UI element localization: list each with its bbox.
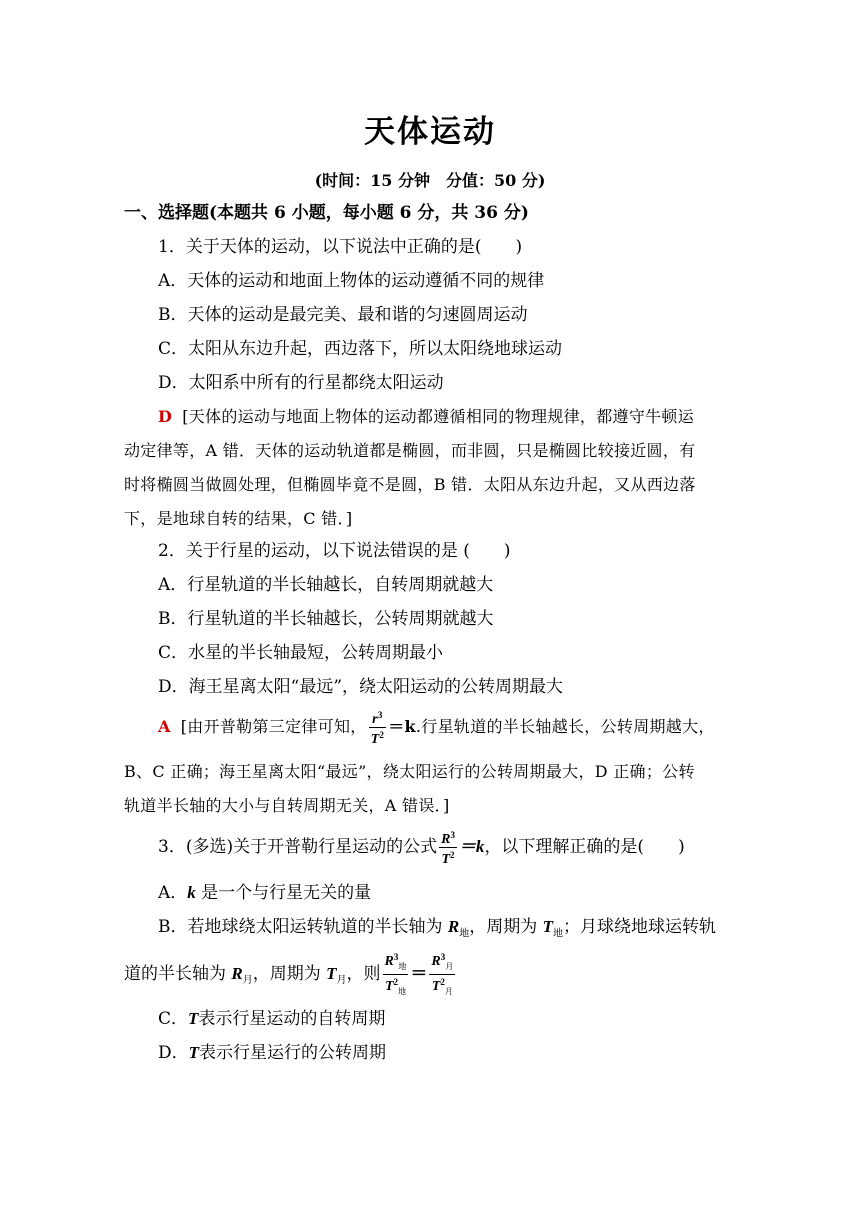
- q1-explanation-line4: 下，是地球自转的结果，C 错．]: [124, 509, 353, 528]
- q3-earth-frac-num-sub: 地: [398, 961, 407, 971]
- q3-frac-num-exp: 3: [450, 830, 455, 840]
- q3-moon-frac-num-exp: 3: [440, 952, 446, 962]
- q2-answer-key: A: [158, 717, 171, 736]
- q1-explanation-line1: [158, 406, 694, 428]
- q2-frac-num-exp: 3: [377, 710, 383, 720]
- q3-opt-a-var: k: [187, 883, 196, 902]
- q1-explanation-line3: 时将椭圆当做圆处理，但椭圆毕竟不是圆，B 错．太阳从东边升起，又从西边落: [124, 475, 696, 494]
- q2-kepler-fraction: [369, 708, 387, 747]
- q3-opt-b-text-6: ，则: [346, 963, 381, 984]
- q3-option-d: [158, 1042, 386, 1064]
- q3-moon-frac-den-exp: 2: [440, 976, 445, 987]
- q3-option-b-line2: [124, 950, 457, 1001]
- q2-explanation-line1: [158, 708, 715, 747]
- q3-opt-c-text: 表示行星运动的自转周期: [198, 1009, 386, 1029]
- q2-option-c: C．水星的半长轴最短，公转周期最小: [158, 643, 444, 663]
- q3-opt-c-var: T: [188, 1009, 199, 1028]
- page-title: 天体运动: [364, 114, 496, 150]
- q2-explanation-line2: B、C 正确；海王星离太阳“最远”，绕太阳运行的公转周期最大，D 正确；公转: [124, 762, 695, 781]
- q3-frac-num: R: [441, 832, 451, 847]
- q2-explanation-line3: 轨道半长轴的大小与自转周期无关，A 错误．]: [124, 796, 450, 815]
- q2-expl-eq: ＝k: [388, 717, 416, 736]
- q1-explanation-line2: 动定律等，A 错．天体的运动轨道都是椭圆，而非圆，只是椭圆比较接近圆，有: [124, 441, 696, 460]
- q3-opt-b-text-1: B．若地球绕太阳运转轨道的半长轴为: [158, 917, 448, 937]
- q3-frac-den-exp: 2: [450, 850, 455, 860]
- q1-stem: 1．关于天体的运动，以下说法中正确的是( ): [158, 237, 523, 257]
- q3-stem-prefix: 3．(多选)关于开普勒行星运动的公式: [158, 837, 438, 857]
- q3-opt-b-eq: ＝: [410, 963, 428, 984]
- q3-opt-d-prefix: D．: [158, 1043, 189, 1063]
- q3-stem-suffix: ，以下理解正确的是( ): [484, 837, 685, 857]
- q3-opt-b-sub-moon-2: 月: [336, 975, 347, 987]
- q1-option-d: D．太阳系中所有的行星都绕太阳运动: [158, 373, 444, 393]
- q3-opt-a-text: 是一个与行星无关的量: [195, 883, 372, 903]
- q1-expl-text-1: [天体的运动与地面上物体的运动都遵循相同的物理规律，都遵守牛顿运: [182, 407, 695, 426]
- q3-opt-b-sub-moon: 月: [242, 975, 253, 987]
- q1-answer-key: D: [158, 407, 173, 426]
- q1-option-a: A．天体的运动和地面上物体的运动遵循不同的规律: [158, 271, 545, 291]
- q3-moon-frac-den: T: [431, 978, 441, 994]
- section-heading: 一、选择题(本题共 6 小题，每小题 6 分，共 36 分): [124, 203, 529, 223]
- q2-frac-num: r: [372, 712, 378, 727]
- q3-moon-frac-num: R: [431, 954, 441, 969]
- q3-option-b-line1: [158, 916, 716, 945]
- q3-opt-b-sub-earth: 地: [459, 928, 470, 940]
- q3-opt-b-r: R: [447, 917, 460, 936]
- q3-opt-d-text: 表示行星运行的公转周期: [199, 1043, 387, 1063]
- q3-stem-eq: ＝k: [458, 837, 485, 856]
- q2-option-b: B．行星轨道的半长轴越长，公转周期就越大: [158, 609, 494, 629]
- q3-opt-b-text-5: ，周期为: [252, 963, 327, 984]
- q2-option-d: D．海王星离太阳“最远”，绕太阳运动的公转周期最大: [158, 677, 564, 697]
- q3-earth-frac-den: T: [384, 978, 394, 994]
- q2-option-a: A．行星轨道的半长轴越长，自转周期就越大: [158, 575, 494, 595]
- q3-moon-frac-den-sub: 月: [444, 986, 453, 996]
- q3-opt-b-t: T: [542, 917, 554, 936]
- q3-moon-fraction: [429, 950, 455, 999]
- q3-moon-frac-num-sub: 月: [445, 961, 454, 971]
- q3-opt-b-sub-earth-2: 地: [553, 928, 564, 940]
- q3-option-a: [158, 882, 371, 904]
- q3-opt-b-text-3: ；月球绕地球运转轨: [563, 917, 717, 937]
- q3-opt-b-text-2: ，周期为: [469, 917, 543, 937]
- q1-option-b: B．天体的运动是最完美、最和谐的匀速圆周运动: [158, 305, 528, 325]
- q2-expl-prefix: [由开普勒第三定律可知，: [180, 717, 367, 736]
- q3-opt-a-prefix: A．: [158, 883, 188, 903]
- q3-frac-den: T: [441, 852, 451, 867]
- q3-earth-frac-num-exp: 3: [393, 952, 399, 962]
- q3-opt-d-var: T: [188, 1043, 200, 1062]
- q2-frac-den: T: [370, 732, 380, 747]
- q3-option-c: [158, 1008, 385, 1030]
- q3-opt-b-t-moon: T: [326, 963, 337, 983]
- q3-opt-b-text-4: 道的半长轴为: [124, 963, 232, 984]
- q3-kepler-fraction: [439, 828, 457, 867]
- q3-earth-frac-den-exp: 2: [393, 976, 398, 987]
- time-score-info: (时间：15 分钟 分值：50 分): [314, 171, 546, 190]
- q3-earth-frac-den-sub: 地: [398, 986, 406, 996]
- q2-expl-suffix: .行星轨道的半长轴越长，公转周期越大，: [415, 717, 715, 736]
- q3-opt-b-r-moon: R: [231, 963, 243, 983]
- q3-earth-fraction: [383, 950, 409, 999]
- q2-stem: 2．关于行星的运动，以下说法错误的是 ( ): [158, 541, 511, 561]
- q3-opt-c-prefix: C．: [158, 1009, 189, 1029]
- q3-stem: [158, 828, 685, 867]
- q3-earth-frac-num: R: [384, 954, 394, 969]
- q1-option-c: C．太阳从东边升起，西边落下，所以太阳绕地球运动: [158, 339, 563, 359]
- q2-frac-den-exp: 2: [379, 730, 385, 740]
